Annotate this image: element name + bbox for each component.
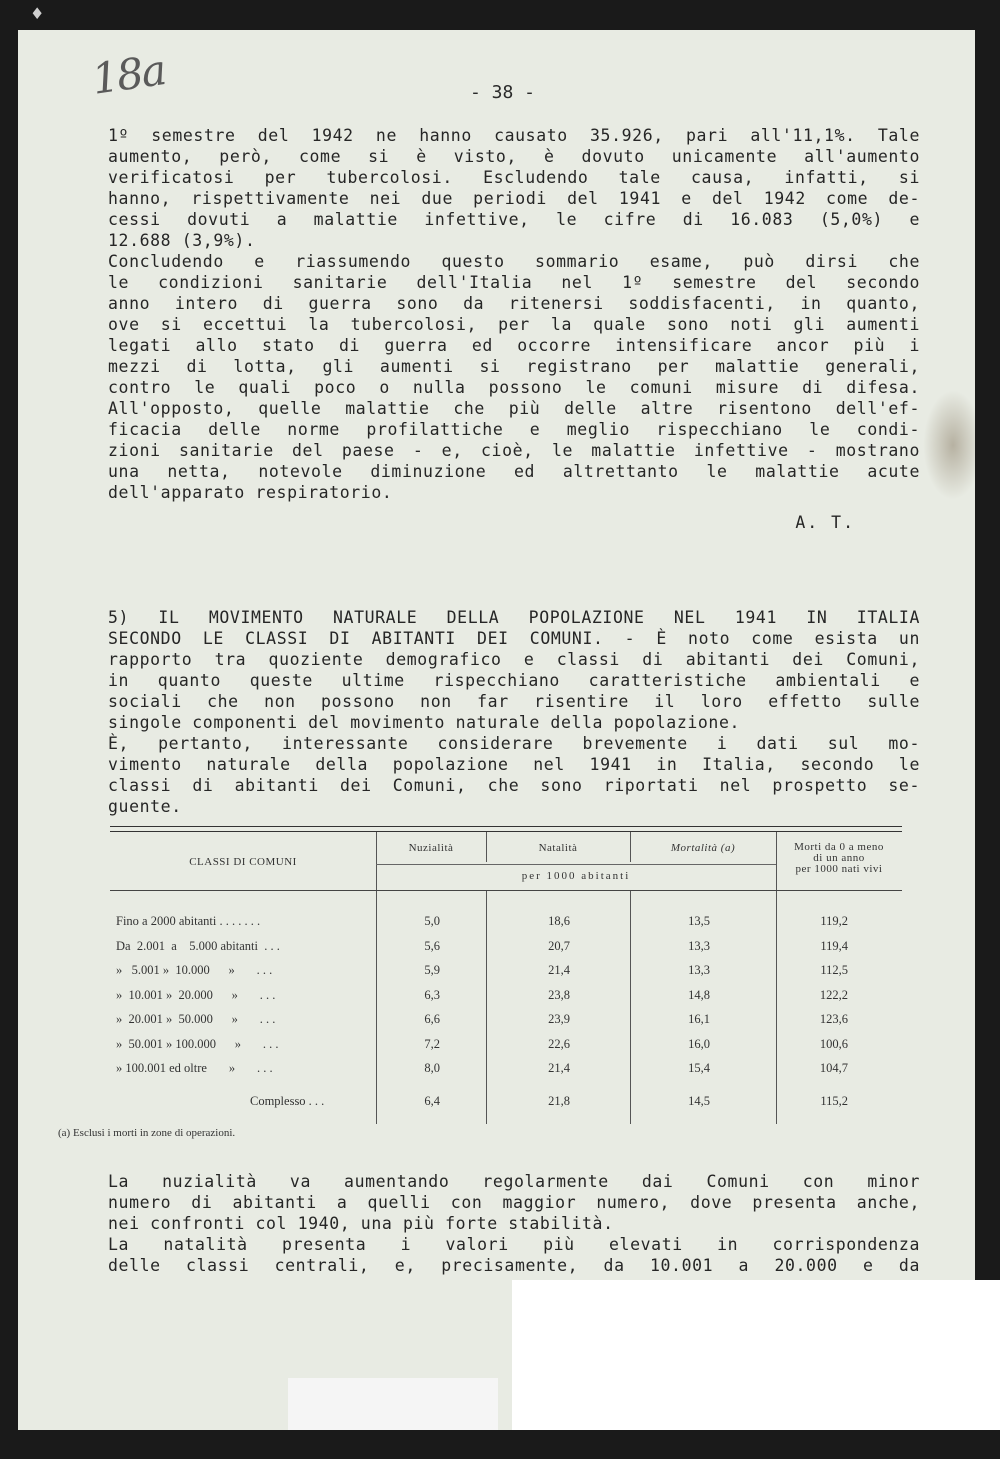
cell-nuz: 5,0 [424,914,440,928]
header-per-1000: per 1000 abitanti [521,870,631,882]
author-initials: A. T. [795,513,855,532]
cell-mort: 16,1 [688,1012,710,1026]
cell-inf: 115,2 [820,1094,848,1108]
cell-inf: 122,2 [819,987,848,1002]
paragraph-nuptiality [108,1171,920,1276]
text-line: anno intero di guerra sono da ritenersi soddisfacenti, in quanto, [108,294,920,313]
cell-nat: 21,4 [548,1061,570,1075]
text-line: legati allo stato di guerra ed occorre intensificare ancor più i [108,336,920,355]
text-line: Concludendo e riassumendo questo sommario esame, può dirsi che [108,252,920,271]
cell-nuz: 8,0 [424,1061,440,1075]
text-line: rapporto tra quoziente demografico e classi di abitanti dei Comuni, [108,650,920,669]
table-total-row [110,1094,902,1114]
cell-inf: 104,7 [819,1061,848,1075]
text-line: cessi dovuti a malattie infettive, le cifre di 16.083 (5,0%) e [108,210,920,229]
corner-mark: ♦ [30,4,45,23]
cell-nat: 18,6 [548,914,570,928]
text-line: zioni sanitarie del paese - e, cioè, le malattie infettive - mostrano [108,441,920,460]
cell-nuz: 7,2 [424,1036,440,1051]
table-row [110,1061,902,1081]
text-line: dell'apparato respiratorio. [108,483,393,502]
table-footnote: (a) Esclusi i morti in zone di operazioni. [58,1127,236,1139]
cell-nuz: 5,9 [424,963,440,977]
text-line: numero di abitanti a quelli con maggior numero, dove presenta anche, [108,1193,920,1212]
cell-nat: 20,7 [548,938,570,953]
population-movement-table [110,826,902,1124]
header-subrule [376,864,776,865]
cell-mort: 13,3 [688,938,710,953]
table-body [110,891,902,1124]
text-line: All'opposto, quelle malattie che più delle altre risentono dell'ef- [108,399,920,418]
text-line: 12.688 (3,9%). [108,231,256,250]
text-line: verificatosi per tubercolosi. Escludendo tale causa, infatti, si [108,168,920,187]
cell-nuz: 6,6 [424,1012,440,1026]
table-row [110,914,902,934]
text-line: SECONDO LE CLASSI DI ABITANTI DEI COMUNI. - È noto come esista un [108,629,920,648]
row-label: » 5.001 » 10.000 » . . . [116,963,273,977]
table-row [110,963,902,983]
text-line: La natalità presenta i valori più elevati in corrispondenza [108,1235,920,1254]
cell-mort: 15,4 [688,1061,710,1075]
text-line: in quanto queste ultime rispecchiano caratteristiche ambientali e [108,671,920,690]
text-line: le condizioni sanitarie dell'Italia nel 1º semestre del secondo [108,273,920,292]
cell-inf: 123,6 [819,1012,848,1026]
cell-mort: 13,5 [688,914,710,928]
header-nuzialita: Nuzialità [408,842,454,854]
cell-nuz: 6,4 [424,1094,440,1108]
cell-nuz: 5,6 [424,938,440,953]
cell-inf: 112,5 [820,963,848,977]
text-line: vimento naturale della popolazione nel 1941 in Italia, secondo le [108,755,920,774]
text-line: mezzi di lotta, gli aumenti si registrano per malattie generali, [108,357,920,376]
row-label: » 20.001 » 50.000 » . . . [116,1012,276,1026]
text-line: aumento, però, come si è visto, è dovuto unicamente all'aumento [108,147,920,166]
scan-frame-bottom [0,1430,1000,1459]
cell-nat: 21,8 [548,1094,570,1108]
text-line: singole componenti del movimento naturale della popolazione. [108,713,741,732]
text-line: 1º semestre del 1942 ne hanno causato 35.926, pari all'11,1%. Tale [108,126,920,145]
text-line: contro le quali poco o nulla possono le comuni misure di difesa. [108,378,920,397]
text-line: È, pertanto, interessante considerare brevemente i dati sul mo- [108,734,920,753]
cell-inf: 119,2 [820,914,848,928]
section-5-intro [108,607,920,817]
table-row [110,1012,902,1032]
header-classi: CLASSI DI COMUNI [189,856,297,868]
cell-inf: 100,6 [819,1036,848,1051]
cell-nat: 21,4 [548,963,570,977]
text-line: classi di abitanti dei Comuni, che sono riportati nel prospetto se- [108,776,920,795]
row-label: » 50.001 » 100.000 » . . . [116,1036,279,1051]
document-page [18,30,975,1430]
header-line: per 1000 nati vivi [795,863,883,875]
row-label: Complesso . . . [250,1094,325,1108]
row-label: » 10.001 » 20.000 » . . . [116,987,276,1002]
cell-nuz: 6,3 [424,987,440,1002]
text-line: hanno, rispettivamente nei due periodi del 1941 e del 1942 come de- [108,189,920,208]
cell-mort: 14,5 [688,1094,710,1108]
text-line: ficacia delle norme profilattiche e meglio rispecchiano le condi- [108,420,920,439]
paragraph-health-conditions [108,125,920,503]
table-header [110,832,902,891]
paper-stain [923,390,975,500]
cell-nat: 23,9 [548,1012,570,1026]
header-line: di un anno [813,852,865,864]
table-row [110,988,902,1008]
text-line: delle classi centrali, e, precisamente, da 10.001 a 20.000 e da [108,1256,920,1275]
row-label: Da 2.001 a 5.000 abitanti . . . [116,938,280,953]
header-line: Morti da 0 a meno [794,841,884,853]
header-mortalita: Mortalità (a) [670,842,736,854]
text-line: una netta, notevole diminuzione ed altrettanto le malattie acute [108,462,920,481]
header-infant-mortality [776,842,902,875]
text-line: guente. [108,797,182,816]
cell-inf: 119,4 [820,938,848,953]
page-number: - 38 - [470,82,536,103]
handwritten-page-mark: 18a [88,45,168,104]
cell-mort: 14,8 [688,987,710,1002]
header-natalita: Natalità [538,842,578,854]
table-row [110,939,902,959]
cell-nat: 23,8 [548,987,570,1002]
cell-nat: 22,6 [548,1036,570,1051]
cell-mort: 16,0 [688,1036,710,1051]
table-row [110,1037,902,1057]
row-label: Fino a 2000 abitanti . . . . . . . [116,914,261,928]
section-title-line: 5) IL MOVIMENTO NATURALE DELLA POPOLAZIONE NEL 1941 IN ITALIA [108,608,920,627]
text-line: ove si eccettui la tubercolosi, per la quale sono noti gli aumenti [108,315,920,334]
scan-frame-top [0,0,1000,30]
cell-mort: 13,3 [688,963,710,977]
row-label: » 100.001 ed oltre » . . . [116,1061,273,1075]
text-line: sociali che non possono non far risentire il loro effetto sulle [108,692,920,711]
text-line: La nuzialità va aumentando regolarmente dai Comuni con minor [108,1172,920,1191]
text-line: nei confronti col 1940, una più forte stabilità. [108,1214,614,1233]
